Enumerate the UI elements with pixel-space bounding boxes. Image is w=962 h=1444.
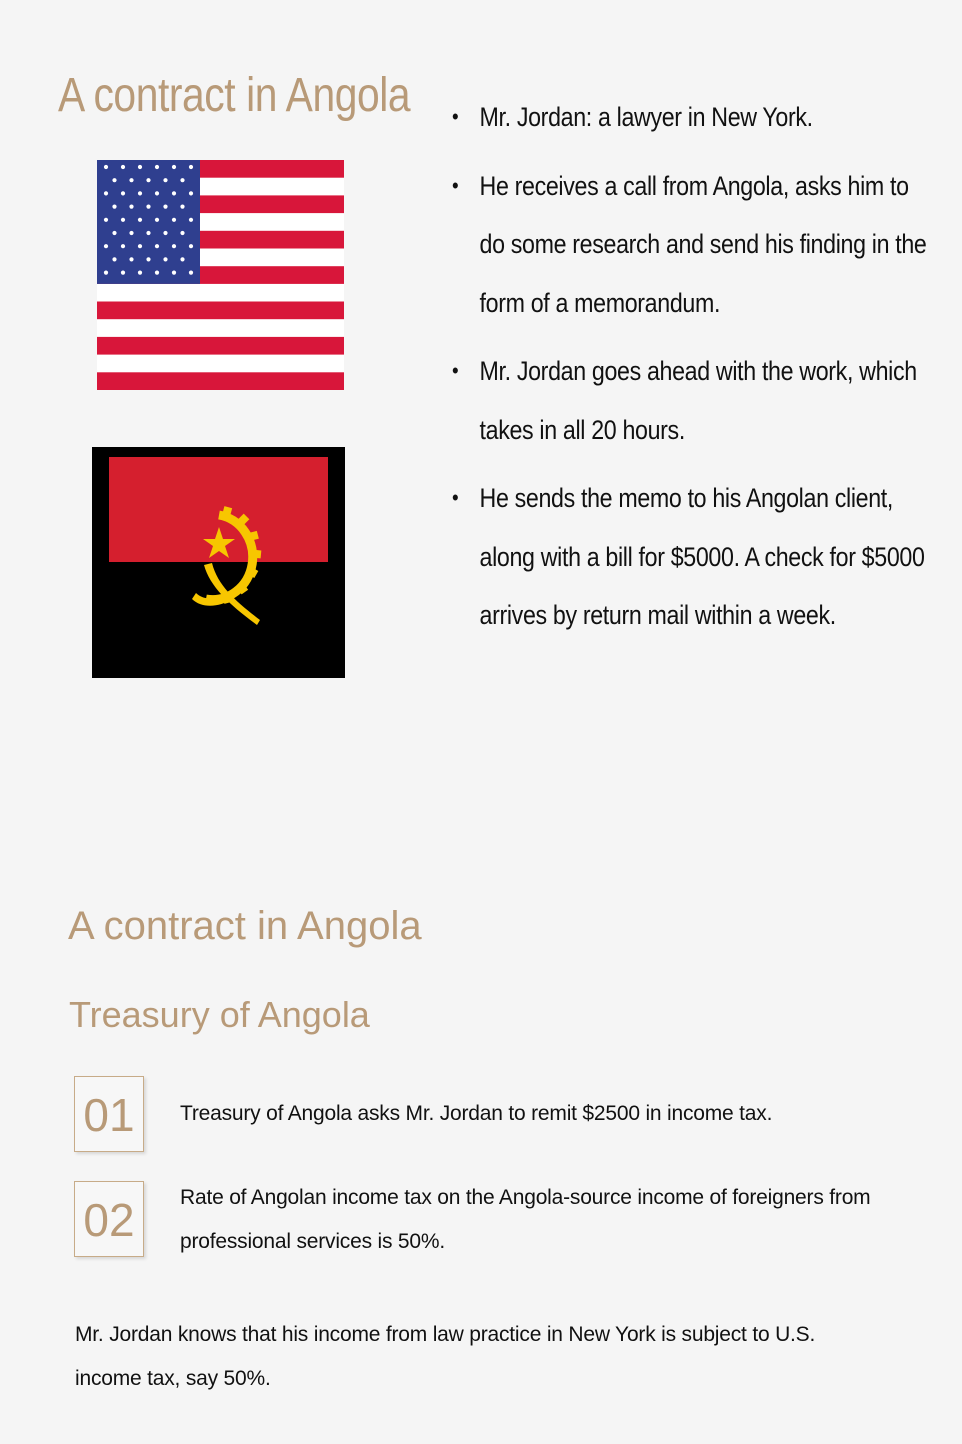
star-icon (180, 257, 184, 261)
star-icon (163, 178, 167, 182)
star-icon (155, 271, 159, 275)
star-icon (146, 257, 150, 261)
star-icon (189, 218, 193, 222)
star-icon (172, 218, 176, 222)
star-icon (104, 244, 108, 248)
bullet-item: • Mr. Jordan: a lawyer in New York. (452, 88, 927, 147)
slide2-subtitle: Treasury of Angola (69, 994, 370, 1035)
star-icon (180, 178, 184, 182)
star-icon (112, 178, 116, 182)
star-icon (138, 165, 142, 169)
star-icon (129, 231, 133, 235)
star-icon (163, 231, 167, 235)
slide1-title: A contract in Angola (58, 69, 411, 122)
star-icon (121, 191, 125, 195)
star-icon (104, 191, 108, 195)
star-icon (112, 205, 116, 209)
star-icon (138, 271, 142, 275)
star-icon (112, 231, 116, 235)
item-text-01: Treasury of Angola asks Mr. Jordan to remit $2500 in income tax. (180, 1102, 773, 1125)
star-icon (104, 271, 108, 275)
star-icon (146, 205, 150, 209)
star-icon (172, 191, 176, 195)
star-icon (121, 271, 125, 275)
star-icon (155, 244, 159, 248)
angola-flag (92, 447, 345, 678)
bullet-item: • He sends the memo to his Angolan client, along with a bill for $5000. A check for $5000 arrives by return mail within a week. (452, 469, 927, 645)
star-icon (129, 257, 133, 261)
star-icon (155, 218, 159, 222)
star-icon (189, 165, 193, 169)
footer-note: Mr. Jordan knows that his income from law practice in New York is subject to U.S. income tax, say 50%. (75, 1323, 816, 1390)
star-icon (129, 178, 133, 182)
star-icon (155, 191, 159, 195)
star-icon (146, 231, 150, 235)
star-icon (180, 231, 184, 235)
bullet-item: • Mr. Jordan goes ahead with the work, which takes in all 20 hours. (452, 342, 927, 459)
star-icon (138, 244, 142, 248)
item-text-02: Rate of Angolan income tax on the Angola-source income of foreigners from professional services is 50%. (180, 1186, 871, 1253)
star-icon (189, 244, 193, 248)
slide2-title: A contract in Angola (68, 904, 422, 948)
star-icon (121, 244, 125, 248)
star-icon (189, 271, 193, 275)
star-icon (104, 218, 108, 222)
star-icon (121, 165, 125, 169)
bullet-list (452, 88, 932, 645)
star-icon (146, 178, 150, 182)
star-icon (138, 218, 142, 222)
star-icon (163, 205, 167, 209)
star-icon (172, 271, 176, 275)
star-icon (121, 218, 125, 222)
us-flag (97, 160, 344, 390)
star-icon (172, 165, 176, 169)
star-icon (129, 205, 133, 209)
bullet-item: • He receives a call from Angola, asks him to do some research and send his finding in the form of a memorandum. (452, 157, 927, 333)
star-icon (163, 257, 167, 261)
star-icon (189, 191, 193, 195)
number-badge-01: 01 (74, 1076, 144, 1152)
star-icon (180, 205, 184, 209)
star-icon (138, 191, 142, 195)
star-icon (155, 165, 159, 169)
star-icon (172, 244, 176, 248)
star-icon (104, 165, 108, 169)
number-badge-02: 02 (74, 1181, 144, 1257)
star-icon (112, 257, 116, 261)
